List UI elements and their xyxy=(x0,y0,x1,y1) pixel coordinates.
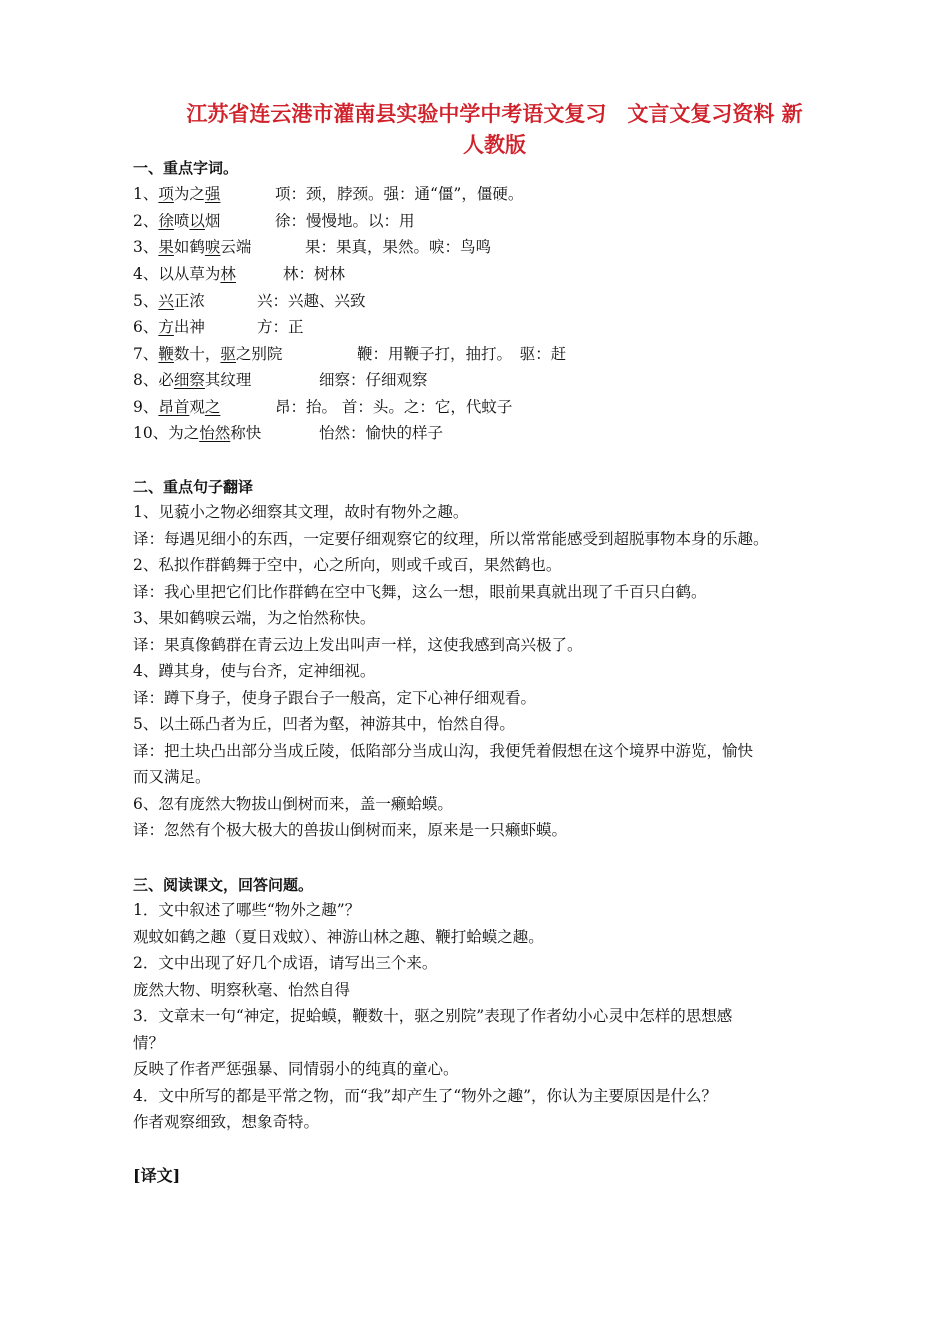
phrase-text: 数十， xyxy=(173,345,221,363)
key-character: 之 xyxy=(204,398,221,416)
phrase-text: 如鹤 xyxy=(173,238,205,256)
sentence-original: 5、以土砾凸者为丘，凹者为壑，神游其中，怡然自得。 xyxy=(133,715,515,733)
answer: 观蚊如鹤之趣（夏日戏蚊）、神游山林之趣、鞭打蛤蟆之趣。 xyxy=(133,928,544,946)
key-character: 以 xyxy=(189,212,205,230)
sentence-translation: 译：把土块凸出部分当成丘陵，低陷部分当成山沟，我便凭着假想在这个境界中游览，愉快 xyxy=(133,742,754,760)
item-number: 1、 xyxy=(133,185,159,203)
sentence-translation-continued: 而又满足。 xyxy=(133,768,211,786)
sentence-translation: 译：忽然有个极大极大的兽拔山倒树而来，原来是一只癞虾蟆。 xyxy=(133,821,568,839)
key-character: 强 xyxy=(204,185,221,203)
answer: 反映了作者严惩强暴、同情弱小的纯真的童心。 xyxy=(133,1060,459,1078)
vocab-phrase xyxy=(133,290,205,312)
section-2-heading: 二、重点句子翻译 xyxy=(133,478,254,496)
phrase-text: 烟 xyxy=(204,212,221,230)
sentence-original: 6、忽有庞然大物拔山倒树而来，盖一癞蛤蟆。 xyxy=(133,795,453,813)
vocab-phrase xyxy=(133,210,220,232)
key-character: 鞭 xyxy=(158,345,174,363)
document-title-line-2: 人教版 xyxy=(463,132,526,157)
sentence-original: 4、蹲其身，使与台齐，定神细视。 xyxy=(133,662,376,680)
phrase-text: 其纹理 xyxy=(204,371,252,389)
vocab-explanation: 鞭：用鞭子打，抽打。 驱：赶 xyxy=(357,345,567,363)
vocab-phrase xyxy=(133,343,282,365)
vocab-explanation: 林：树林 xyxy=(283,265,346,283)
question: 4．文中所写的都是平常之物，而“我”却产生了“物外之趣”，你认为主要原因是什么？ xyxy=(133,1087,718,1105)
key-character: 方 xyxy=(158,318,174,336)
section-1-heading: 一、重点字词。 xyxy=(133,159,239,177)
vocab-phrase xyxy=(133,422,261,444)
key-character: 徐 xyxy=(158,212,174,230)
key-character: 怡然 xyxy=(199,424,231,442)
translation-heading: [译文] xyxy=(133,1166,181,1185)
sentence-original: 3、果如鹤唳云端，为之怡然称快。 xyxy=(133,609,376,627)
sentence-translation: 译：果真像鹤群在青云边上发出叫声一样，这使我感到高兴极了。 xyxy=(133,636,583,654)
question: 2．文中出现了好几个成语，请写出三个来。 xyxy=(133,954,438,972)
item-number: 8、 xyxy=(133,371,159,389)
item-number: 2、 xyxy=(133,212,159,230)
phrase-text: 为之 xyxy=(173,185,205,203)
key-character: 细察 xyxy=(173,371,205,389)
vocab-phrase xyxy=(133,316,205,338)
key-character: 驱 xyxy=(220,345,236,363)
item-number: 4、 xyxy=(133,265,159,283)
vocab-explanation: 项：颈，脖颈。强：通“僵”，僵硬。 xyxy=(275,185,524,203)
vocab-explanation: 方：正 xyxy=(257,318,304,336)
key-character: 唳 xyxy=(204,238,221,256)
key-character: 果 xyxy=(158,238,174,256)
phrase-text: 为之 xyxy=(168,424,200,442)
phrase-text: 观 xyxy=(189,398,205,416)
vocab-phrase xyxy=(133,263,236,285)
vocab-phrase xyxy=(133,236,251,258)
item-number: 6、 xyxy=(133,318,159,336)
phrase-text: 必 xyxy=(158,371,174,389)
vocab-explanation: 细察：仔细观察 xyxy=(319,371,428,389)
sentence-original: 1、见藐小之物必细察其文理，故时有物外之趣。 xyxy=(133,503,469,521)
vocab-explanation: 昂：抬。 首：头。之：它，代蚊子 xyxy=(275,398,513,416)
phrase-text: 以从草为 xyxy=(158,265,221,283)
key-character: 项 xyxy=(158,185,174,203)
sentence-translation: 译：蹲下身子，使身子跟台子一般高，定下心神仔细观看。 xyxy=(133,689,537,707)
question: 1．文中叙述了哪些“物外之趣”？ xyxy=(133,901,361,919)
vocab-explanation: 怡然：愉快的样子 xyxy=(319,424,444,442)
phrase-text: 称快 xyxy=(230,424,262,442)
answer: 作者观察细致，想象奇特。 xyxy=(133,1113,320,1131)
document-title-line-1: 江苏省连云港市灌南县实验中学中考语文复习 文言文复习资料 新 xyxy=(186,101,803,126)
vocab-explanation: 徐：慢慢地。以：用 xyxy=(275,212,415,230)
answer: 庞然大物、明察秋毫、怡然自得 xyxy=(133,981,351,999)
phrase-text: 之别院 xyxy=(235,345,283,363)
key-character: 昂首 xyxy=(158,398,190,416)
phrase-text: 喷 xyxy=(173,212,190,230)
item-number: 3、 xyxy=(133,238,159,256)
phrase-text: 出神 xyxy=(173,318,205,336)
item-number: 5、 xyxy=(133,292,159,310)
section-3-heading: 三、阅读课文，回答问题。 xyxy=(133,876,314,894)
sentence-original: 2、私拟作群鹤舞于空中，心之所向，则或千或百，果然鹤也。 xyxy=(133,556,562,574)
question-continued: 情？ xyxy=(133,1034,165,1052)
sentence-translation: 译：每遇见细小的东西，一定要仔细观察它的纹理，所以常常能感受到超脱事物本身的乐趣。 xyxy=(133,530,769,548)
vocab-phrase xyxy=(133,396,220,418)
vocab-phrase xyxy=(133,369,251,391)
phrase-text: 正浓 xyxy=(173,292,205,310)
item-number: 9、 xyxy=(133,398,159,416)
key-character: 林 xyxy=(220,265,236,283)
key-character: 兴 xyxy=(158,292,174,310)
question: 3．文章末一句“神定，捉蛤蟆，鞭数十，驱之别院”表现了作者幼小心灵中怎样的思想感 xyxy=(133,1007,733,1025)
sentence-translation: 译：我心里把它们比作群鹤在空中飞舞，这么一想，眼前果真就出现了千百只白鹤。 xyxy=(133,583,707,601)
item-number: 7、 xyxy=(133,345,159,363)
vocab-explanation: 兴：兴趣、兴致 xyxy=(257,292,366,310)
item-number: 10、 xyxy=(133,424,169,442)
vocab-explanation: 果：果真，果然。唳：鸟鸣 xyxy=(305,238,492,256)
phrase-text: 云端 xyxy=(220,238,252,256)
vocab-phrase xyxy=(133,183,220,205)
